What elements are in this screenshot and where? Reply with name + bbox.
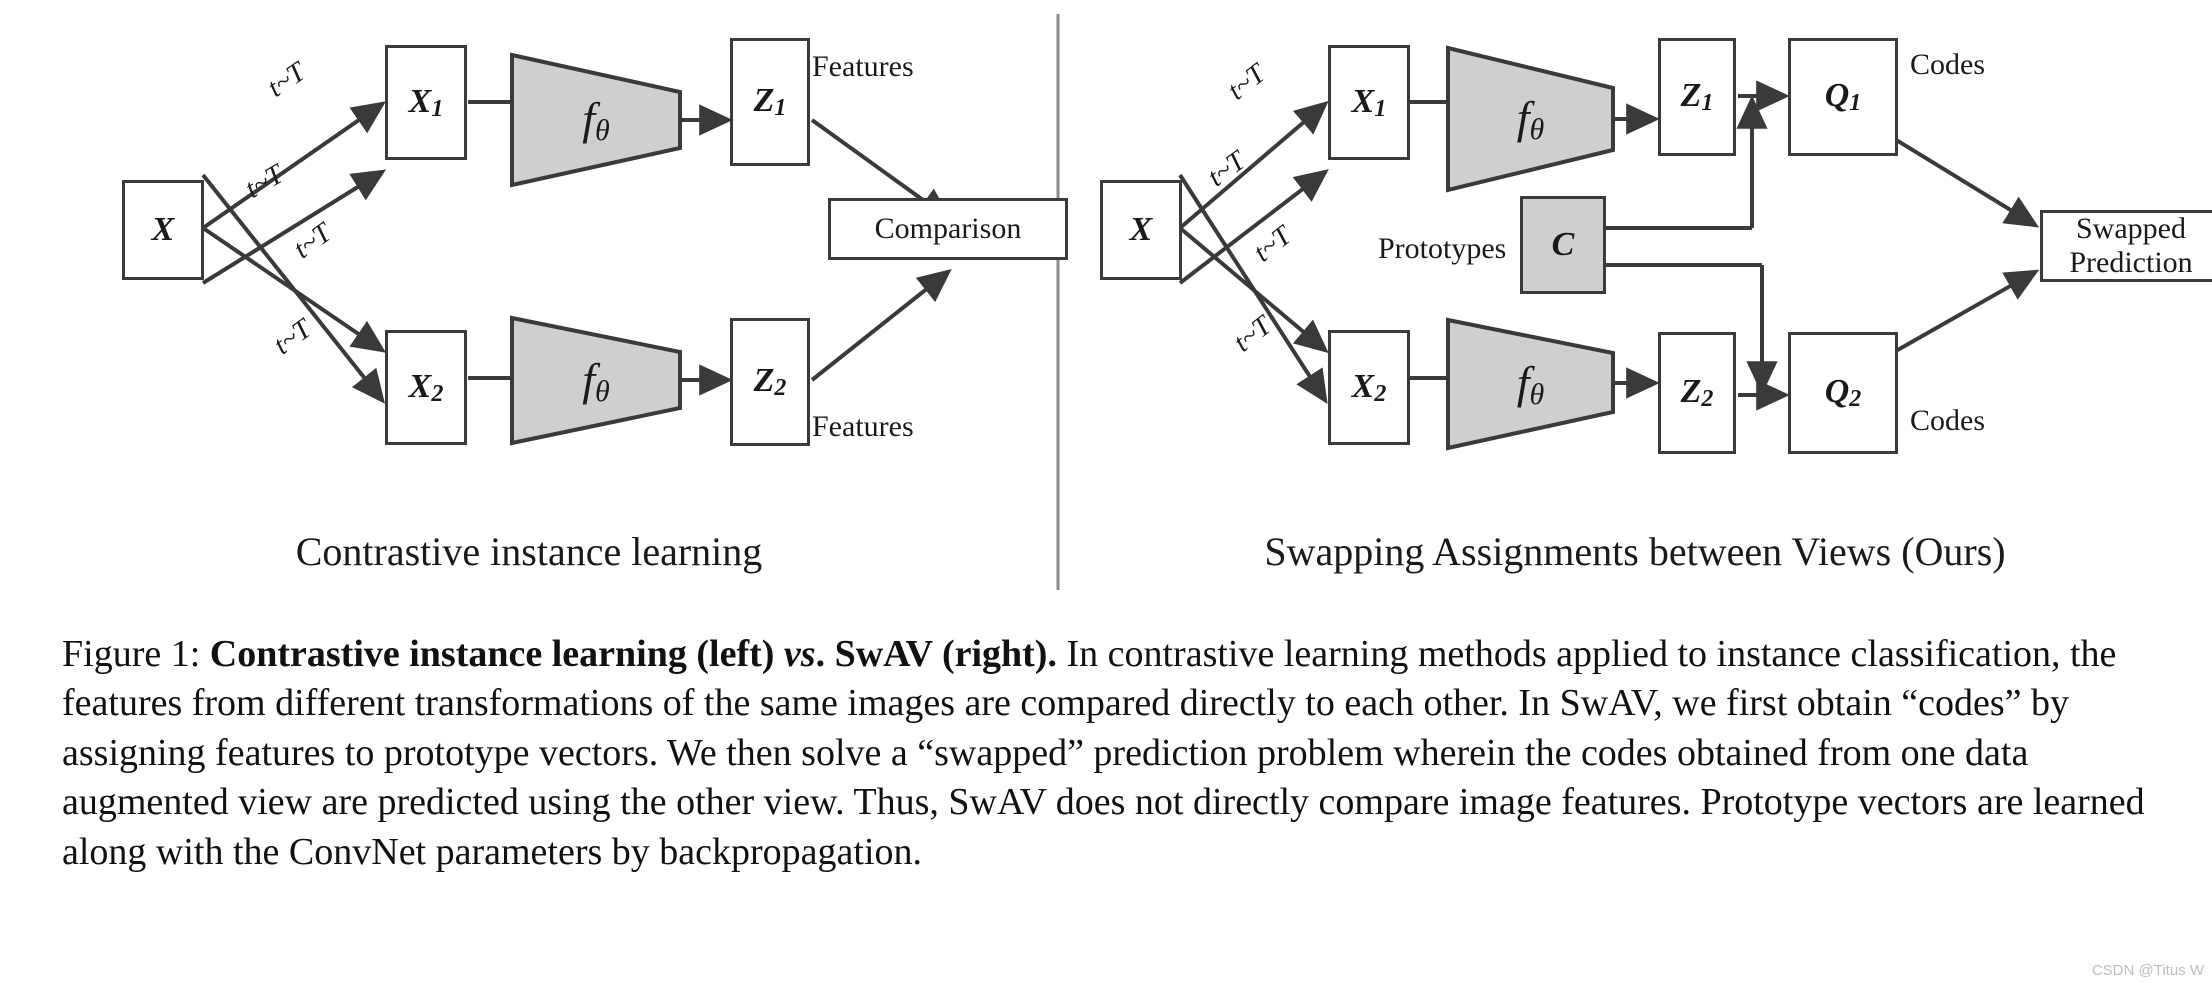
left-node-x2-sub: 2 <box>431 380 444 407</box>
right-encoder-f2-label: f <box>1516 357 1530 408</box>
right-node-x2-label: X <box>1351 367 1375 405</box>
right-encoder-f1 <box>1448 48 1613 190</box>
caption-title-italic: vs <box>783 633 816 675</box>
left-node-z1-label: Z <box>753 82 775 119</box>
right-edge-label-2: t~T <box>1202 145 1252 194</box>
right-node-x2 <box>1328 330 1410 445</box>
left-features-bottom-label: Features <box>812 410 914 443</box>
right-node-z2-sub: 2 <box>1701 386 1714 412</box>
right-node-z1 <box>1658 38 1736 156</box>
right-node-x-label: X <box>1129 211 1153 248</box>
left-edge-label-4: t~T <box>268 313 318 362</box>
right-codes-top-label: Codes <box>1910 48 1985 81</box>
comparison-label: Comparison <box>874 211 1022 245</box>
left-node-x1 <box>385 45 467 160</box>
right-node-x1-sub: 1 <box>1374 95 1387 122</box>
right-node-x1-label: X <box>1351 82 1375 120</box>
left-encoder-f1-label: f <box>582 93 596 144</box>
left-node-z1 <box>730 38 810 166</box>
left-edge-label-1: t~T <box>262 56 312 104</box>
right-prototypes-label: Prototypes <box>1378 232 1507 265</box>
right-encoder-f2 <box>1448 320 1613 448</box>
right-node-q2 <box>1788 332 1898 454</box>
right-node-prototypes-c <box>1520 196 1606 294</box>
left-encoder-f1-sub: θ <box>595 114 610 147</box>
right-node-swapped-prediction <box>2040 210 2212 282</box>
left-encoder-f2-sub: θ <box>595 374 610 408</box>
right-node-q1 <box>1788 38 1898 156</box>
left-encoder-f2 <box>512 318 680 443</box>
left-node-z2-label: Z <box>753 362 775 399</box>
left-node-comparison <box>828 198 1068 260</box>
right-node-q2-sub: 2 <box>1849 386 1862 412</box>
right-node-z2 <box>1658 332 1736 454</box>
right-node-x <box>1100 180 1182 280</box>
left-features-top-label: Features <box>812 50 914 83</box>
right-node-q1-label: Q <box>1824 77 1850 114</box>
left-node-x <box>122 180 204 280</box>
left-node-x1-sub: 1 <box>431 95 444 122</box>
left-node-z2-sub: 2 <box>774 375 787 401</box>
right-node-z1-label: Z <box>1680 77 1702 114</box>
left-encoder-f1 <box>512 55 680 185</box>
right-edge-label-4: t~T <box>1228 310 1278 359</box>
right-node-q2-label: Q <box>1824 373 1850 410</box>
left-node-x2-label: X <box>408 367 432 405</box>
right-node-z2-label: Z <box>1680 373 1702 410</box>
right-node-x2-sub: 2 <box>1374 380 1387 407</box>
left-node-x-label: X <box>151 211 175 248</box>
left-edge-label-3: t~T <box>288 217 338 266</box>
swapped-prediction-line1: Swapped <box>2076 211 2186 245</box>
watermark: CSDN @Titus W <box>2091 962 2204 979</box>
figure-caption <box>62 630 2162 877</box>
right-panel-caption: Swapping Assignments between Views (Ours) <box>1264 529 2006 574</box>
caption-body: In contrastive learning methods applied to instance classification, the features from different transformations of the same images are compared directly to each other. In SwAV, we first obtain “codes” by assigning features to prototype vectors. We then solve a “swapped” prediction problem wherein the codes obtained from one data augmented view are predicted using the other view. Thus, SwAV does not directly compare image features. Prototype vectors are learned along with the ConvNet parameters by backpropagation. <box>62 633 2145 873</box>
right-node-q1-sub: 1 <box>1849 90 1862 116</box>
right-encoder-f1-label: f <box>1516 92 1530 143</box>
right-node-x1 <box>1328 45 1410 160</box>
left-encoder-f2-label: f <box>582 353 596 405</box>
right-encoder-f1-sub: θ <box>1529 113 1545 146</box>
swapped-prediction-line2: Prediction <box>2069 246 2193 279</box>
left-node-z2 <box>730 318 810 446</box>
right-node-c-label: C <box>1551 226 1575 263</box>
right-edge-label-3: t~T <box>1248 220 1298 269</box>
left-node-x2 <box>385 330 467 445</box>
right-codes-bottom-label: Codes <box>1910 404 1985 437</box>
left-panel-caption: Contrastive instance learning <box>295 529 763 574</box>
left-node-z1-sub: 1 <box>774 95 787 121</box>
left-node-x1-label: X <box>408 82 432 120</box>
caption-title-part2: . SwAV (right). <box>815 633 1057 675</box>
left-edge-label-2: t~T <box>240 158 289 205</box>
caption-title-part1: Contrastive instance learning (left) <box>209 633 775 675</box>
right-edge-label-1: t~T <box>1222 58 1272 107</box>
right-node-z1-sub: 1 <box>1701 90 1714 116</box>
caption-label: Figure 1: <box>62 633 201 675</box>
right-encoder-f2-sub: θ <box>1529 378 1545 411</box>
